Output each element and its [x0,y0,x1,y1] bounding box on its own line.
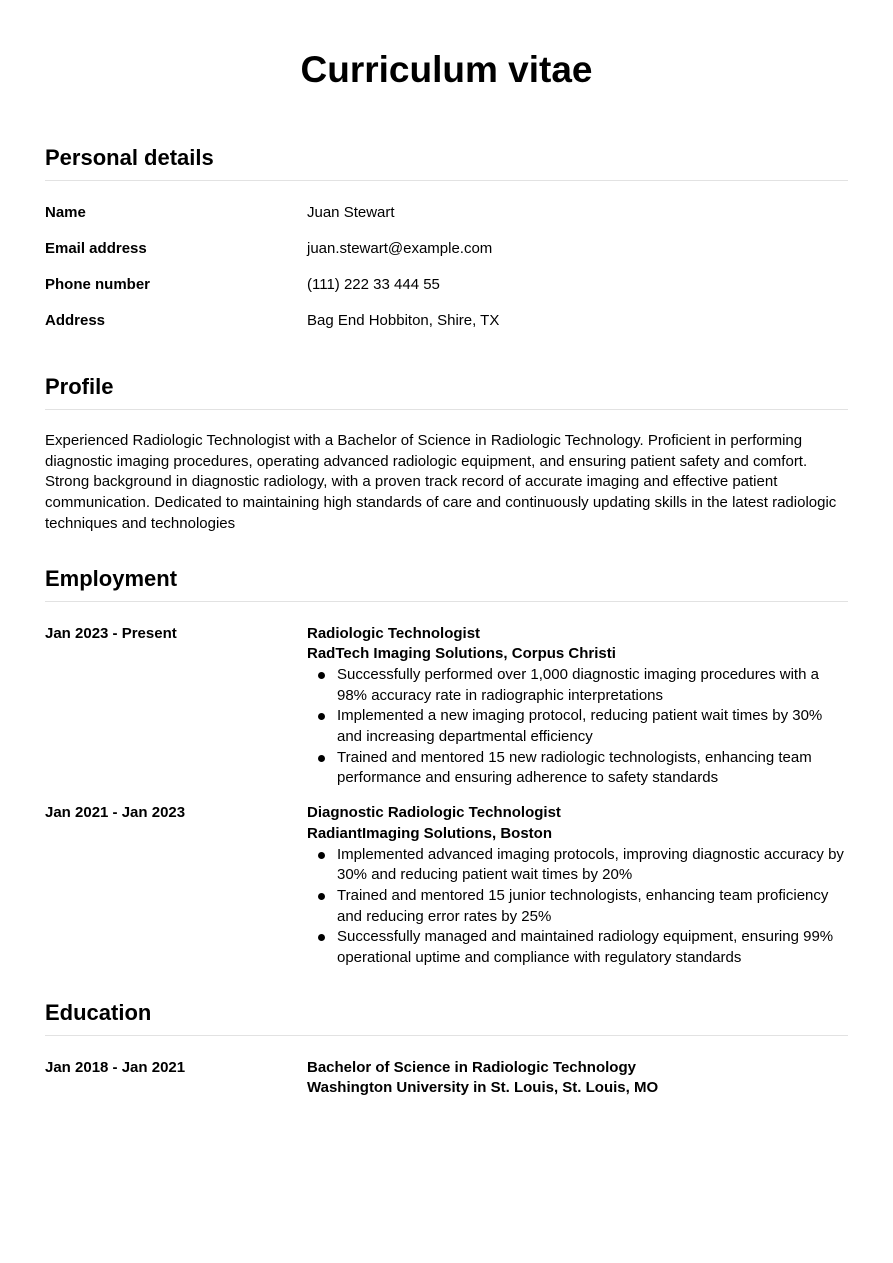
achievement-item [307,665,848,706]
bullet-icon [318,672,325,679]
name-value: Juan Stewart [307,204,395,221]
detail-row-email [45,239,848,275]
phone-value: (111) 222 33 444 55 [307,276,440,293]
achievement-text: Successfully performed over 1,000 diagnostic imaging procedures with a 98% accuracy rate in radiographic interpretations [337,665,819,704]
entry-body [307,624,848,790]
detail-label: Email address [45,240,147,257]
bullet-icon [318,893,325,900]
personal-details-section [45,144,848,347]
entry-body [307,1058,848,1099]
achievement-list [307,845,848,969]
profile-section [45,373,848,535]
job-title: Diagnostic Radiologic Technologist [307,804,561,822]
employment-section [45,565,848,969]
detail-label: Phone number [45,276,151,293]
education-list [45,1058,848,1099]
detail-label: Name [45,204,86,221]
education-section [45,999,848,1099]
detail-row-name [45,203,848,239]
entry-date: Jan 2021 - Jan 2023 [45,804,186,822]
achievement-text: Successfully managed and maintained radiology equipment, ensuring 99% operational uptime and compliance with regulatory standards [337,928,834,967]
entry-date: Jan 2023 - Present [45,624,177,642]
education-entry [45,1058,848,1099]
achievement-text: Trained and mentored 15 junior technologists, enhancing team proficiency and reducing error rates by 25% [337,886,829,925]
job-title: Radiologic Technologist [307,624,481,642]
entry-body [307,803,848,969]
achievement-item [307,927,848,968]
bullet-icon [318,755,325,762]
achievement-item [307,845,848,886]
profile-text: Experienced Radiologic Technologist with a Bachelor of Science in Radiologic Technology. Proficient in performing diagnostic imaging procedures, operating advanced radiologic equipment, and ensuring patient safety and comfort. Strong background in diagnostic radiology, with a proven track record of accurate imaging and effective patient communication. Dedicated to maintaining high standards of care and continuously updating skills in the latest radiologic techniques and technologies [45,432,837,532]
achievement-text: Trained and mentored 15 new radiologic technologists, enhancing team performance and ensuring adherence to safety standards [337,748,812,787]
degree-title: Bachelor of Science in Radiologic Technology [307,1058,636,1076]
achievement-text: Implemented advanced imaging protocols, improving diagnostic accuracy by 30% and reducing patient wait times by 20% [337,845,844,884]
employment-entry [45,624,848,790]
employer: RadTech Imaging Solutions, Corpus Christi [307,645,616,663]
address-value: Bag End Hobbiton, Shire, TX [307,312,500,329]
personal-details-list [45,203,848,347]
profile-heading: Profile [45,373,848,410]
detail-row-phone [45,275,848,311]
employment-list [45,624,848,969]
institution: Washington University in St. Louis, St. Louis, MO [307,1079,659,1097]
achievement-list [307,665,848,789]
employment-entry [45,803,848,969]
achievement-item [307,748,848,789]
bullet-icon [318,713,325,720]
bullet-icon [318,934,325,941]
bullet-icon [318,852,325,859]
detail-label: Address [45,312,106,329]
achievement-text: Implemented a new imaging protocol, reducing patient wait times by 30% and increasing departmental efficiency [337,707,823,746]
achievement-item [307,706,848,747]
detail-row-address [45,311,848,347]
email-value: juan.stewart@example.com [307,240,493,257]
education-heading: Education [45,999,848,1036]
personal-details-heading: Personal details [45,144,848,181]
achievement-item [307,886,848,927]
entry-date: Jan 2018 - Jan 2021 [45,1058,186,1076]
employment-heading: Employment [45,565,848,602]
document-title: Curriculum vitae [300,49,593,90]
employer: RadiantImaging Solutions, Boston [307,824,552,842]
